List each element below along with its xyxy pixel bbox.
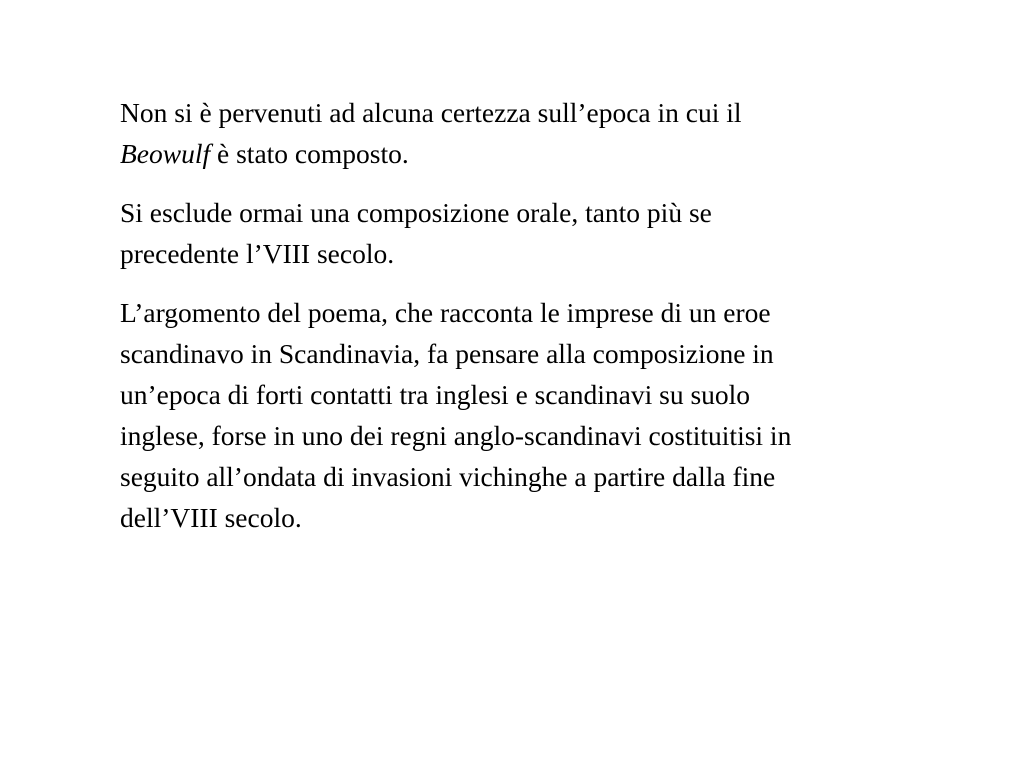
paragraph-dating-trail: è stato composto. [210,138,409,169]
paragraph-argument: L’argomento del poema, che racconta le imprese di un eroe scandinavo in Scandinavia, fa pensare alla composizione in un’epoca di forti contatti tra inglesi e scandinavi su suolo inglese, forse in uno dei regni anglo-scandinavi costituitisi in seguito all’ondata di invasioni vichinghe a partire dalla fine dell’VIII secolo. [120,297,792,533]
paragraph-dating-lead: Non si è pervenuti ad alcuna certezza sull’epoca in cui il [120,97,742,128]
paragraph-dating [120,92,970,174]
slide-text-body [120,92,970,556]
beowulf-title: Beowulf [120,138,211,169]
paragraph-oral-composition: Si esclude ormai una composizione orale, tanto più se precedente l’VIII secolo. [120,197,712,269]
